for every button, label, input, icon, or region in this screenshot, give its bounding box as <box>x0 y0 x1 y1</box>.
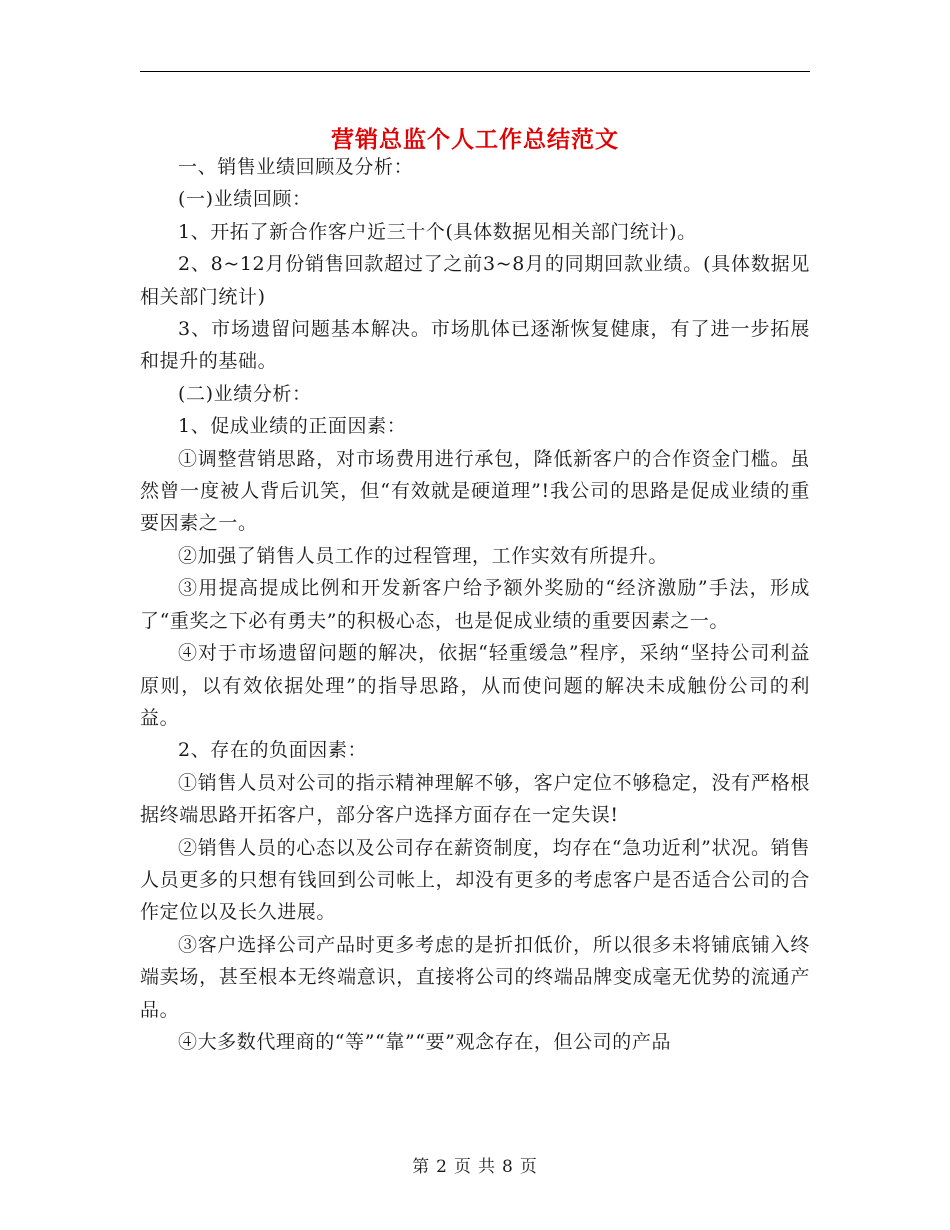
footer-label-page: 第 <box>412 1157 431 1177</box>
paragraph: 2、8~12月份销售回款超过了之前3~8月的同期回款业绩。(具体数据见相关部门统计) <box>140 253 810 308</box>
page-footer <box>0 1152 950 1177</box>
subsection-heading: (二)业绩分析： <box>178 382 312 405</box>
paragraph: ①销售人员对公司的指示精神理解不够，客户定位不够稳定，没有严格根据终端思路开拓客户，部分客户选择方面存在一定失误! <box>140 771 810 827</box>
paragraph: 2、存在的负面因素： <box>178 739 368 762</box>
document-title: 营销总监个人工作总结范文 <box>331 126 619 154</box>
paragraph: 3、市场遗留问题基本解决。市场肌体已逐渐恢复健康，有了进一步拓展和提升的基础。 <box>140 318 810 373</box>
current-page-number: 2 <box>436 1157 448 1177</box>
paragraph: ②加强了销售人员工作的过程管理，工作实效有所提升。 <box>178 544 669 567</box>
paragraph: ③客户选择公司产品时更多考虑的是折扣低价，所以很多未将铺底铺入终端卖场，甚至根本无终端意识，直接将公司的终端品牌变成毫无优势的流通产品。 <box>140 933 810 1021</box>
paragraph: 1、促成业绩的正面因素： <box>178 415 407 438</box>
footer-label-total: 共 <box>478 1157 496 1177</box>
paragraph: ③用提高提成比例和开发新客户给予额外奖励的“经济激励”手法，形成了“重奖之下必有勇夫”的积极心态，也是促成业绩的重要因素之一。 <box>140 577 810 632</box>
header-rule <box>140 71 810 72</box>
paragraph: ①调整营销思路，对市场费用进行承包，降低新客户的合作资金门槛。虽然曾一度被人背后讥笑，但“有效就是硬道理”!我公司的思路是促成业绩的重要因素之一。 <box>140 447 810 535</box>
footer-label-unit: 页 <box>454 1157 472 1177</box>
total-pages-number: 8 <box>502 1157 514 1177</box>
subsection-heading: (一)业绩回顾： <box>178 188 312 211</box>
footer-label-unit-end: 页 <box>519 1157 538 1177</box>
document-body <box>140 151 810 1058</box>
section-heading: 一、销售业绩回顾及分析： <box>178 156 414 178</box>
paragraph: ④对于市场遗留问题的解决，依据“轻重缓急”程序，采纳“坚持公司利益原则，以有效依据处理”的指导思路，从而使问题的解决未成触份公司的利益。 <box>140 642 810 729</box>
paragraph: 1、开拓了新合作客户近三十个(具体数据见相关部门统计)。 <box>178 220 697 243</box>
paragraph: ④大多数代理商的“等”“靠”“要”观念存在，但公司的产品 <box>178 1030 672 1053</box>
paragraph: ②销售人员的心态以及公司存在薪资制度，均存在“急功近利”状况。销售人员更多的只想有钱回到公司帐上，却没有更多的考虑客户是否适合公司的合作定位以及长久进展。 <box>140 836 810 924</box>
